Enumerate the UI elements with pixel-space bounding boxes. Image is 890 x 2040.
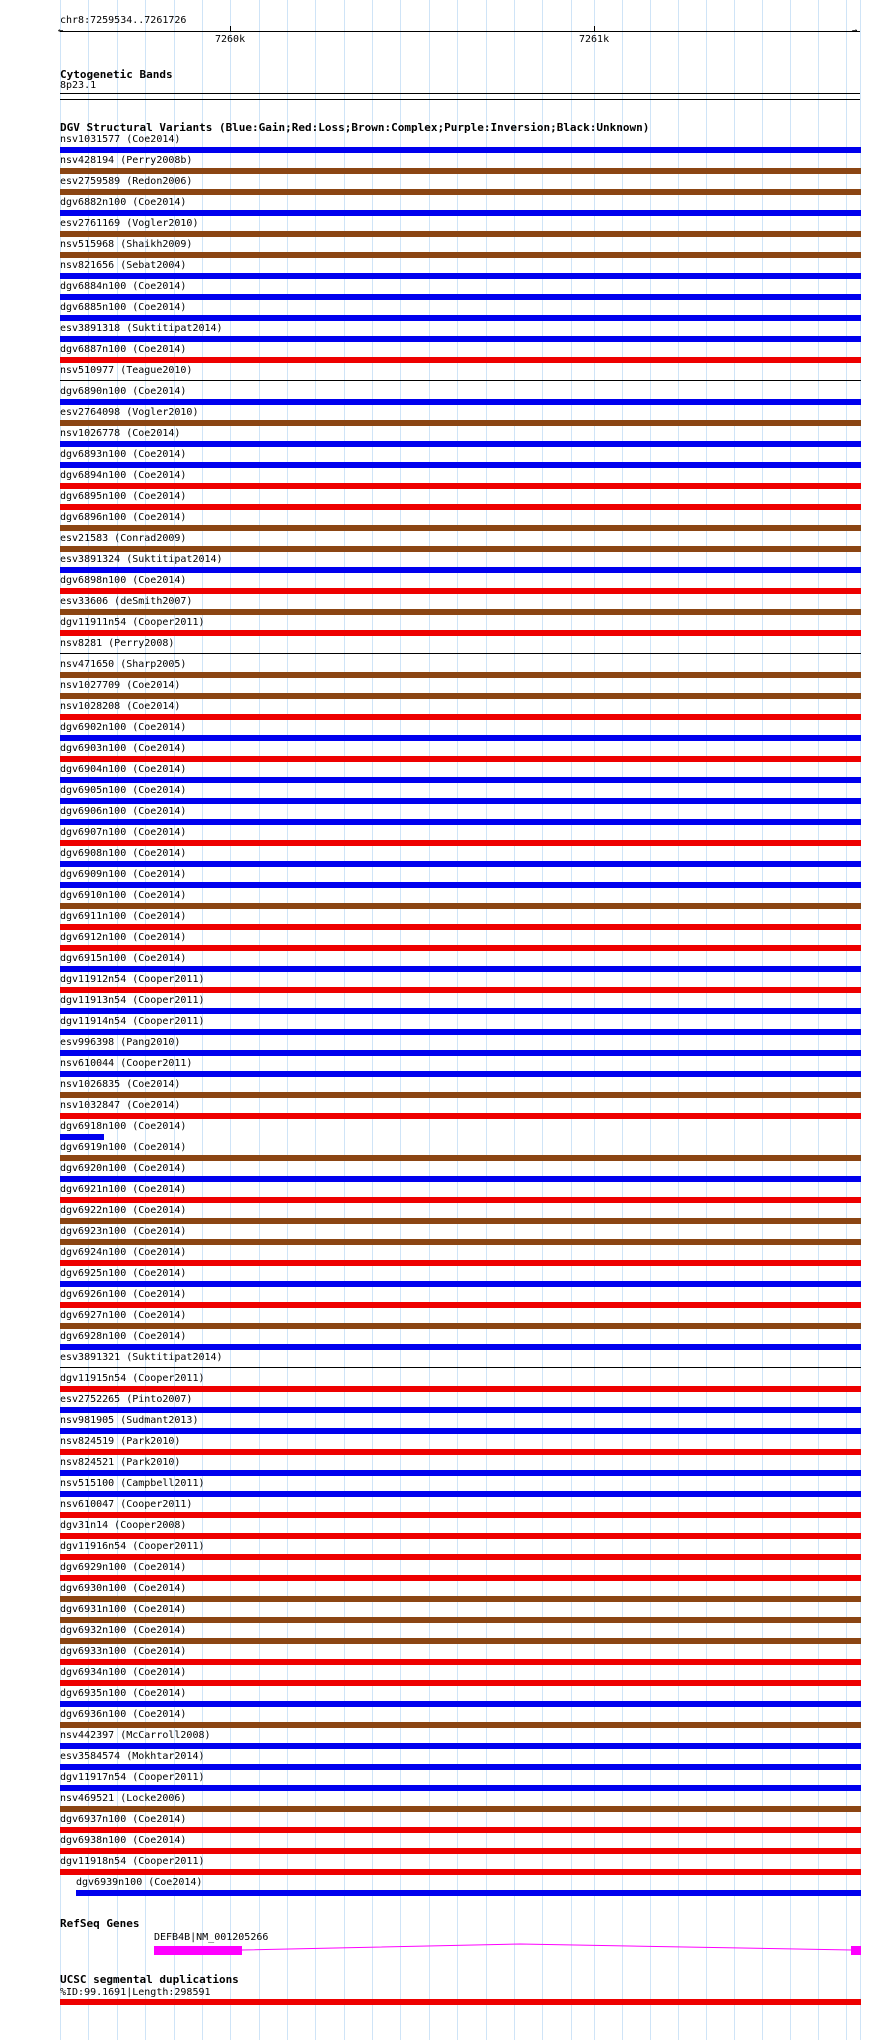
dgv-feature-label: dgv6915n100 (Coe2014) <box>60 953 187 964</box>
dgv-feature-bar[interactable] <box>60 1512 861 1518</box>
dgv-feature-bar[interactable] <box>60 588 861 594</box>
dgv-feature-label: dgv6931n100 (Coe2014) <box>60 1604 187 1615</box>
dgv-feature-label: dgv6924n100 (Coe2014) <box>60 1247 187 1258</box>
dgv-feature-bar[interactable] <box>60 1470 861 1476</box>
segdup-bar[interactable] <box>60 1999 861 2005</box>
dgv-feature-bar[interactable] <box>60 1008 861 1014</box>
dgv-feature-bar[interactable] <box>60 399 861 405</box>
dgv-feature-bar[interactable] <box>60 1554 861 1560</box>
dgv-feature-bar[interactable] <box>60 315 861 321</box>
dgv-feature-label: esv3891318 (Suktitipat2014) <box>60 323 223 334</box>
dgv-feature-bar[interactable] <box>60 1701 861 1707</box>
dgv-feature-label: esv996398 (Pang2010) <box>60 1037 181 1048</box>
dgv-feature-label: nsv469521 (Locke2006) <box>60 1793 187 1804</box>
dgv-feature-bar[interactable] <box>60 1323 861 1329</box>
grid-line <box>762 0 763 2040</box>
dgv-feature-bar[interactable] <box>60 1029 861 1035</box>
dgv-feature-label: dgv6894n100 (Coe2014) <box>60 470 187 481</box>
dgv-feature-label: dgv6911n100 (Coe2014) <box>60 911 187 922</box>
dgv-feature-bar[interactable] <box>60 336 861 342</box>
dgv-feature-bar[interactable] <box>60 1281 861 1287</box>
dgv-feature-label: dgv6902n100 (Coe2014) <box>60 722 187 733</box>
dgv-feature-label: dgv11914n54 (Cooper2011) <box>60 1016 205 1027</box>
dgv-feature-label: dgv6885n100 (Coe2014) <box>60 302 187 313</box>
dgv-feature-bar[interactable] <box>60 1218 861 1224</box>
dgv-feature-bar[interactable] <box>60 1638 861 1644</box>
dgv-feature-label: nsv824521 (Park2010) <box>60 1457 181 1468</box>
dgv-feature-label: nsv1032847 (Coe2014) <box>60 1100 181 1111</box>
dgv-feature-label: dgv11916n54 (Cooper2011) <box>60 1541 205 1552</box>
grid-line <box>650 0 651 2040</box>
dgv-feature-bar[interactable] <box>60 1071 861 1077</box>
refseq-gene-label: DEFB4B|NM_001205266 <box>154 1932 269 1943</box>
dgv-feature-bar[interactable] <box>60 882 861 888</box>
grid-line <box>594 0 595 2040</box>
dgv-feature-bar[interactable] <box>60 945 861 951</box>
dgv-feature-label: esv3891321 (Suktitipat2014) <box>60 1352 223 1363</box>
dgv-feature-label: dgv6935n100 (Coe2014) <box>60 1688 187 1699</box>
dgv-feature-label: dgv6928n100 (Coe2014) <box>60 1331 187 1342</box>
dgv-feature-label: esv33606 (deSmith2007) <box>60 596 193 607</box>
dgv-feature-label: nsv510977 (Teague2010) <box>60 365 193 376</box>
dgv-feature-bar[interactable] <box>60 861 861 867</box>
dgv-feature-label: nsv1028208 (Coe2014) <box>60 701 181 712</box>
dgv-feature-bar[interactable] <box>76 1890 861 1896</box>
dgv-feature-bar[interactable] <box>60 1491 861 1497</box>
grid-line <box>860 0 861 2040</box>
dgv-feature-bar[interactable] <box>60 567 861 573</box>
dgv-feature-label: nsv1026778 (Coe2014) <box>60 428 181 439</box>
dgv-feature-label: dgv6920n100 (Coe2014) <box>60 1163 187 1174</box>
grid-line <box>486 0 487 2040</box>
dgv-feature-label: dgv11917n54 (Cooper2011) <box>60 1772 205 1783</box>
dgv-feature-bar[interactable] <box>60 1428 861 1434</box>
dgv-feature-bar[interactable] <box>60 1596 861 1602</box>
dgv-feature-label: nsv471650 (Sharp2005) <box>60 659 187 670</box>
dgv-feature-bar[interactable] <box>60 1367 861 1368</box>
refseq-track-title[interactable]: RefSeq Genes <box>60 1917 140 1930</box>
dgv-feature-label: nsv821656 (Sebat2004) <box>60 260 187 271</box>
dgv-feature-label: dgv6896n100 (Coe2014) <box>60 512 187 523</box>
gene-exon[interactable] <box>851 1946 861 1955</box>
grid-line <box>790 0 791 2040</box>
dgv-feature-label: nsv442397 (McCarroll2008) <box>60 1730 211 1741</box>
dgv-feature-label: esv3891324 (Suktitipat2014) <box>60 554 223 565</box>
dgv-feature-label: dgv6927n100 (Coe2014) <box>60 1310 187 1321</box>
dgv-feature-label: dgv6905n100 (Coe2014) <box>60 785 187 796</box>
dgv-feature-label: dgv6909n100 (Coe2014) <box>60 869 187 880</box>
dgv-feature-label: dgv6921n100 (Coe2014) <box>60 1184 187 1195</box>
dgv-feature-label: dgv11911n54 (Cooper2011) <box>60 617 205 628</box>
dgv-feature-bar[interactable] <box>60 168 861 174</box>
dgv-feature-bar[interactable] <box>60 483 861 489</box>
grid-line <box>542 0 543 2040</box>
dgv-feature-bar[interactable] <box>60 1722 861 1728</box>
dgv-feature-label: esv2764098 (Vogler2010) <box>60 407 199 418</box>
dgv-feature-bar[interactable] <box>60 1449 861 1455</box>
dgv-feature-bar[interactable] <box>60 1155 861 1161</box>
dgv-feature-label: dgv6893n100 (Coe2014) <box>60 449 187 460</box>
grid-line <box>571 0 572 2040</box>
dgv-feature-bar[interactable] <box>60 777 861 783</box>
dgv-feature-bar[interactable] <box>60 653 861 654</box>
dgv-feature-label: dgv6908n100 (Coe2014) <box>60 848 187 859</box>
ruler-tick <box>230 26 231 32</box>
dgv-feature-bar[interactable] <box>60 714 861 720</box>
dgv-feature-label: nsv981905 (Sudmant2013) <box>60 1415 199 1426</box>
cytoband-label: 8p23.1 <box>60 80 97 91</box>
dgv-feature-bar[interactable] <box>60 231 861 237</box>
dgv-feature-bar[interactable] <box>60 1239 861 1245</box>
dgv-feature-bar[interactable] <box>60 1176 861 1182</box>
ruler-right-arrow-icon: → <box>852 26 858 36</box>
grid-line <box>457 0 458 2040</box>
dgv-feature-bar[interactable] <box>60 1134 104 1140</box>
grid-line <box>315 0 316 2040</box>
dgv-feature-label: nsv428194 (Perry2008b) <box>60 155 193 166</box>
dgv-feature-bar[interactable] <box>60 147 861 153</box>
dgv-feature-label: dgv6936n100 (Coe2014) <box>60 1709 187 1720</box>
dgv-track-title[interactable]: DGV Structural Variants (Blue:Gain;Red:Loss;Brown:Complex;Purple:Inversion;Black:Unknown) <box>60 121 650 134</box>
dgv-feature-label: dgv11913n54 (Cooper2011) <box>60 995 205 1006</box>
grid-line <box>734 0 735 2040</box>
dgv-feature-bar[interactable] <box>60 672 861 678</box>
dgv-feature-label: nsv1026835 (Coe2014) <box>60 1079 181 1090</box>
dgv-feature-label: dgv6910n100 (Coe2014) <box>60 890 187 901</box>
dgv-feature-label: dgv6938n100 (Coe2014) <box>60 1835 187 1846</box>
dgv-feature-bar[interactable] <box>60 1764 861 1770</box>
dgv-feature-label: dgv6937n100 (Coe2014) <box>60 1814 187 1825</box>
dgv-feature-label: dgv11915n54 (Cooper2011) <box>60 1373 205 1384</box>
grid-line <box>287 0 288 2040</box>
dgv-feature-bar[interactable] <box>60 987 861 993</box>
dgv-feature-bar[interactable] <box>60 735 861 741</box>
grid-line <box>846 0 847 2040</box>
dgv-feature-label: nsv1031577 (Coe2014) <box>60 134 181 145</box>
dgv-feature-label: esv2759589 (Redon2006) <box>60 176 193 187</box>
dgv-feature-label: dgv6912n100 (Coe2014) <box>60 932 187 943</box>
dgv-feature-label: dgv6926n100 (Coe2014) <box>60 1289 187 1300</box>
dgv-feature-label: dgv6930n100 (Coe2014) <box>60 1583 187 1594</box>
dgv-feature-label: nsv515100 (Campbell2011) <box>60 1478 205 1489</box>
dgv-feature-bar[interactable] <box>60 798 861 804</box>
dgv-feature-bar[interactable] <box>60 1785 861 1791</box>
dgv-feature-bar[interactable] <box>60 1680 861 1686</box>
dgv-feature-label: dgv6929n100 (Coe2014) <box>60 1562 187 1573</box>
dgv-feature-label: dgv6904n100 (Coe2014) <box>60 764 187 775</box>
dgv-feature-bar[interactable] <box>60 1659 861 1665</box>
dgv-feature-bar[interactable] <box>60 630 861 636</box>
dgv-feature-bar[interactable] <box>60 903 861 909</box>
dgv-feature-label: dgv6907n100 (Coe2014) <box>60 827 187 838</box>
dgv-feature-bar[interactable] <box>60 357 861 363</box>
dgv-feature-bar[interactable] <box>60 756 861 762</box>
dgv-feature-bar[interactable] <box>60 1344 861 1350</box>
dgv-feature-label: esv2761169 (Vogler2010) <box>60 218 199 229</box>
dgv-feature-label: nsv515968 (Shaikh2009) <box>60 239 193 250</box>
dgv-feature-label: dgv6887n100 (Coe2014) <box>60 344 187 355</box>
dgv-feature-label: dgv6890n100 (Coe2014) <box>60 386 187 397</box>
dgv-feature-label: dgv6903n100 (Coe2014) <box>60 743 187 754</box>
dgv-feature-label: nsv824519 (Park2010) <box>60 1436 181 1447</box>
grid-line <box>372 0 373 2040</box>
grid-line <box>344 0 345 2040</box>
grid-line <box>259 0 260 2040</box>
dgv-feature-bar[interactable] <box>60 210 861 216</box>
dgv-feature-bar[interactable] <box>60 1260 861 1266</box>
dgv-feature-bar[interactable] <box>60 1617 861 1623</box>
cytoband-track-title[interactable]: Cytogenetic Bands <box>60 68 173 81</box>
grid-line <box>706 0 707 2040</box>
grid-line <box>400 0 401 2040</box>
segdup-track-title[interactable]: UCSC segmental duplications <box>60 1973 239 1986</box>
segdup-label: %ID:99.1691|Length:298591 <box>60 1987 211 1998</box>
dgv-feature-bar[interactable] <box>60 380 861 381</box>
dgv-feature-label: dgv6918n100 (Coe2014) <box>60 1121 187 1132</box>
dgv-feature-bar[interactable] <box>60 819 861 825</box>
dgv-feature-bar[interactable] <box>60 1407 861 1413</box>
refseq-gene-model[interactable] <box>0 1940 890 1960</box>
dgv-feature-label: dgv6925n100 (Coe2014) <box>60 1268 187 1279</box>
dgv-feature-label: nsv610047 (Cooper2011) <box>60 1499 193 1510</box>
dgv-feature-bar[interactable] <box>60 462 861 468</box>
ruler-tick-label: 7261k <box>579 34 610 45</box>
ruler-tick-label: 7260k <box>215 34 246 45</box>
dgv-feature-bar[interactable] <box>60 609 861 615</box>
ruler-range-label: chr8:7259534..7261726 <box>60 15 187 26</box>
dgv-feature-bar[interactable] <box>60 504 861 510</box>
dgv-feature-bar[interactable] <box>60 1575 861 1581</box>
dgv-feature-label: esv3584574 (Mokhtar2014) <box>60 1751 205 1762</box>
grid-line <box>429 0 430 2040</box>
dgv-feature-bar[interactable] <box>60 1386 861 1392</box>
dgv-feature-bar[interactable] <box>60 252 861 258</box>
dgv-feature-label: dgv6932n100 (Coe2014) <box>60 1625 187 1636</box>
dgv-feature-label: dgv11918n54 (Cooper2011) <box>60 1856 205 1867</box>
ruler-tick <box>594 26 595 32</box>
dgv-feature-label: esv2752265 (Pinto2007) <box>60 1394 193 1405</box>
cytoband-bar-lower <box>60 99 860 100</box>
dgv-feature-label: esv21583 (Conrad2009) <box>60 533 187 544</box>
dgv-feature-label: nsv610044 (Cooper2011) <box>60 1058 193 1069</box>
grid-line <box>622 0 623 2040</box>
dgv-feature-bar[interactable] <box>60 1869 861 1875</box>
grid-line <box>678 0 679 2040</box>
dgv-feature-label: dgv6898n100 (Coe2014) <box>60 575 187 586</box>
grid-line <box>818 0 819 2040</box>
dgv-feature-bar[interactable] <box>60 189 861 195</box>
grid-line <box>230 0 231 2040</box>
dgv-feature-label: dgv11912n54 (Cooper2011) <box>60 974 205 985</box>
dgv-feature-bar[interactable] <box>60 966 861 972</box>
dgv-feature-bar[interactable] <box>60 1197 861 1203</box>
dgv-feature-bar[interactable] <box>60 840 861 846</box>
dgv-feature-bar[interactable] <box>60 420 861 426</box>
dgv-feature-label: dgv31n14 (Cooper2008) <box>60 1520 187 1531</box>
gene-exon[interactable] <box>154 1946 242 1955</box>
dgv-feature-bar[interactable] <box>60 273 861 279</box>
gene-intron <box>242 1944 852 1950</box>
dgv-feature-bar[interactable] <box>60 924 861 930</box>
dgv-feature-label: nsv8281 (Perry2008) <box>60 638 175 649</box>
dgv-feature-label: dgv6895n100 (Coe2014) <box>60 491 187 502</box>
dgv-feature-bar[interactable] <box>60 1113 861 1119</box>
dgv-feature-bar[interactable] <box>60 693 861 699</box>
cytoband-bar[interactable] <box>60 93 860 94</box>
dgv-feature-label: dgv6906n100 (Coe2014) <box>60 806 187 817</box>
dgv-feature-label: dgv6933n100 (Coe2014) <box>60 1646 187 1657</box>
ruler-left-arrow-icon: ← <box>58 26 64 36</box>
dgv-feature-bar[interactable] <box>60 1092 861 1098</box>
dgv-feature-bar[interactable] <box>60 1302 861 1308</box>
dgv-feature-label: dgv6934n100 (Coe2014) <box>60 1667 187 1678</box>
dgv-feature-label: dgv6922n100 (Coe2014) <box>60 1205 187 1216</box>
dgv-feature-bar[interactable] <box>60 441 861 447</box>
dgv-feature-bar[interactable] <box>60 1848 861 1854</box>
dgv-feature-label: nsv1027709 (Coe2014) <box>60 680 181 691</box>
dgv-feature-label: dgv6882n100 (Coe2014) <box>60 197 187 208</box>
dgv-feature-bar[interactable] <box>60 1806 861 1812</box>
dgv-feature-bar[interactable] <box>60 1827 861 1833</box>
dgv-feature-label: dgv6919n100 (Coe2014) <box>60 1142 187 1153</box>
dgv-feature-bar[interactable] <box>60 525 861 531</box>
dgv-feature-label: dgv6939n100 (Coe2014) <box>76 1877 203 1888</box>
ruler-axis <box>60 31 860 32</box>
grid-line <box>514 0 515 2040</box>
dgv-feature-bar[interactable] <box>60 294 861 300</box>
dgv-feature-bar[interactable] <box>60 1743 861 1749</box>
dgv-feature-bar[interactable] <box>60 1533 861 1539</box>
dgv-feature-label: dgv6884n100 (Coe2014) <box>60 281 187 292</box>
dgv-feature-bar[interactable] <box>60 1050 861 1056</box>
dgv-feature-label: dgv6923n100 (Coe2014) <box>60 1226 187 1237</box>
dgv-feature-bar[interactable] <box>60 546 861 552</box>
